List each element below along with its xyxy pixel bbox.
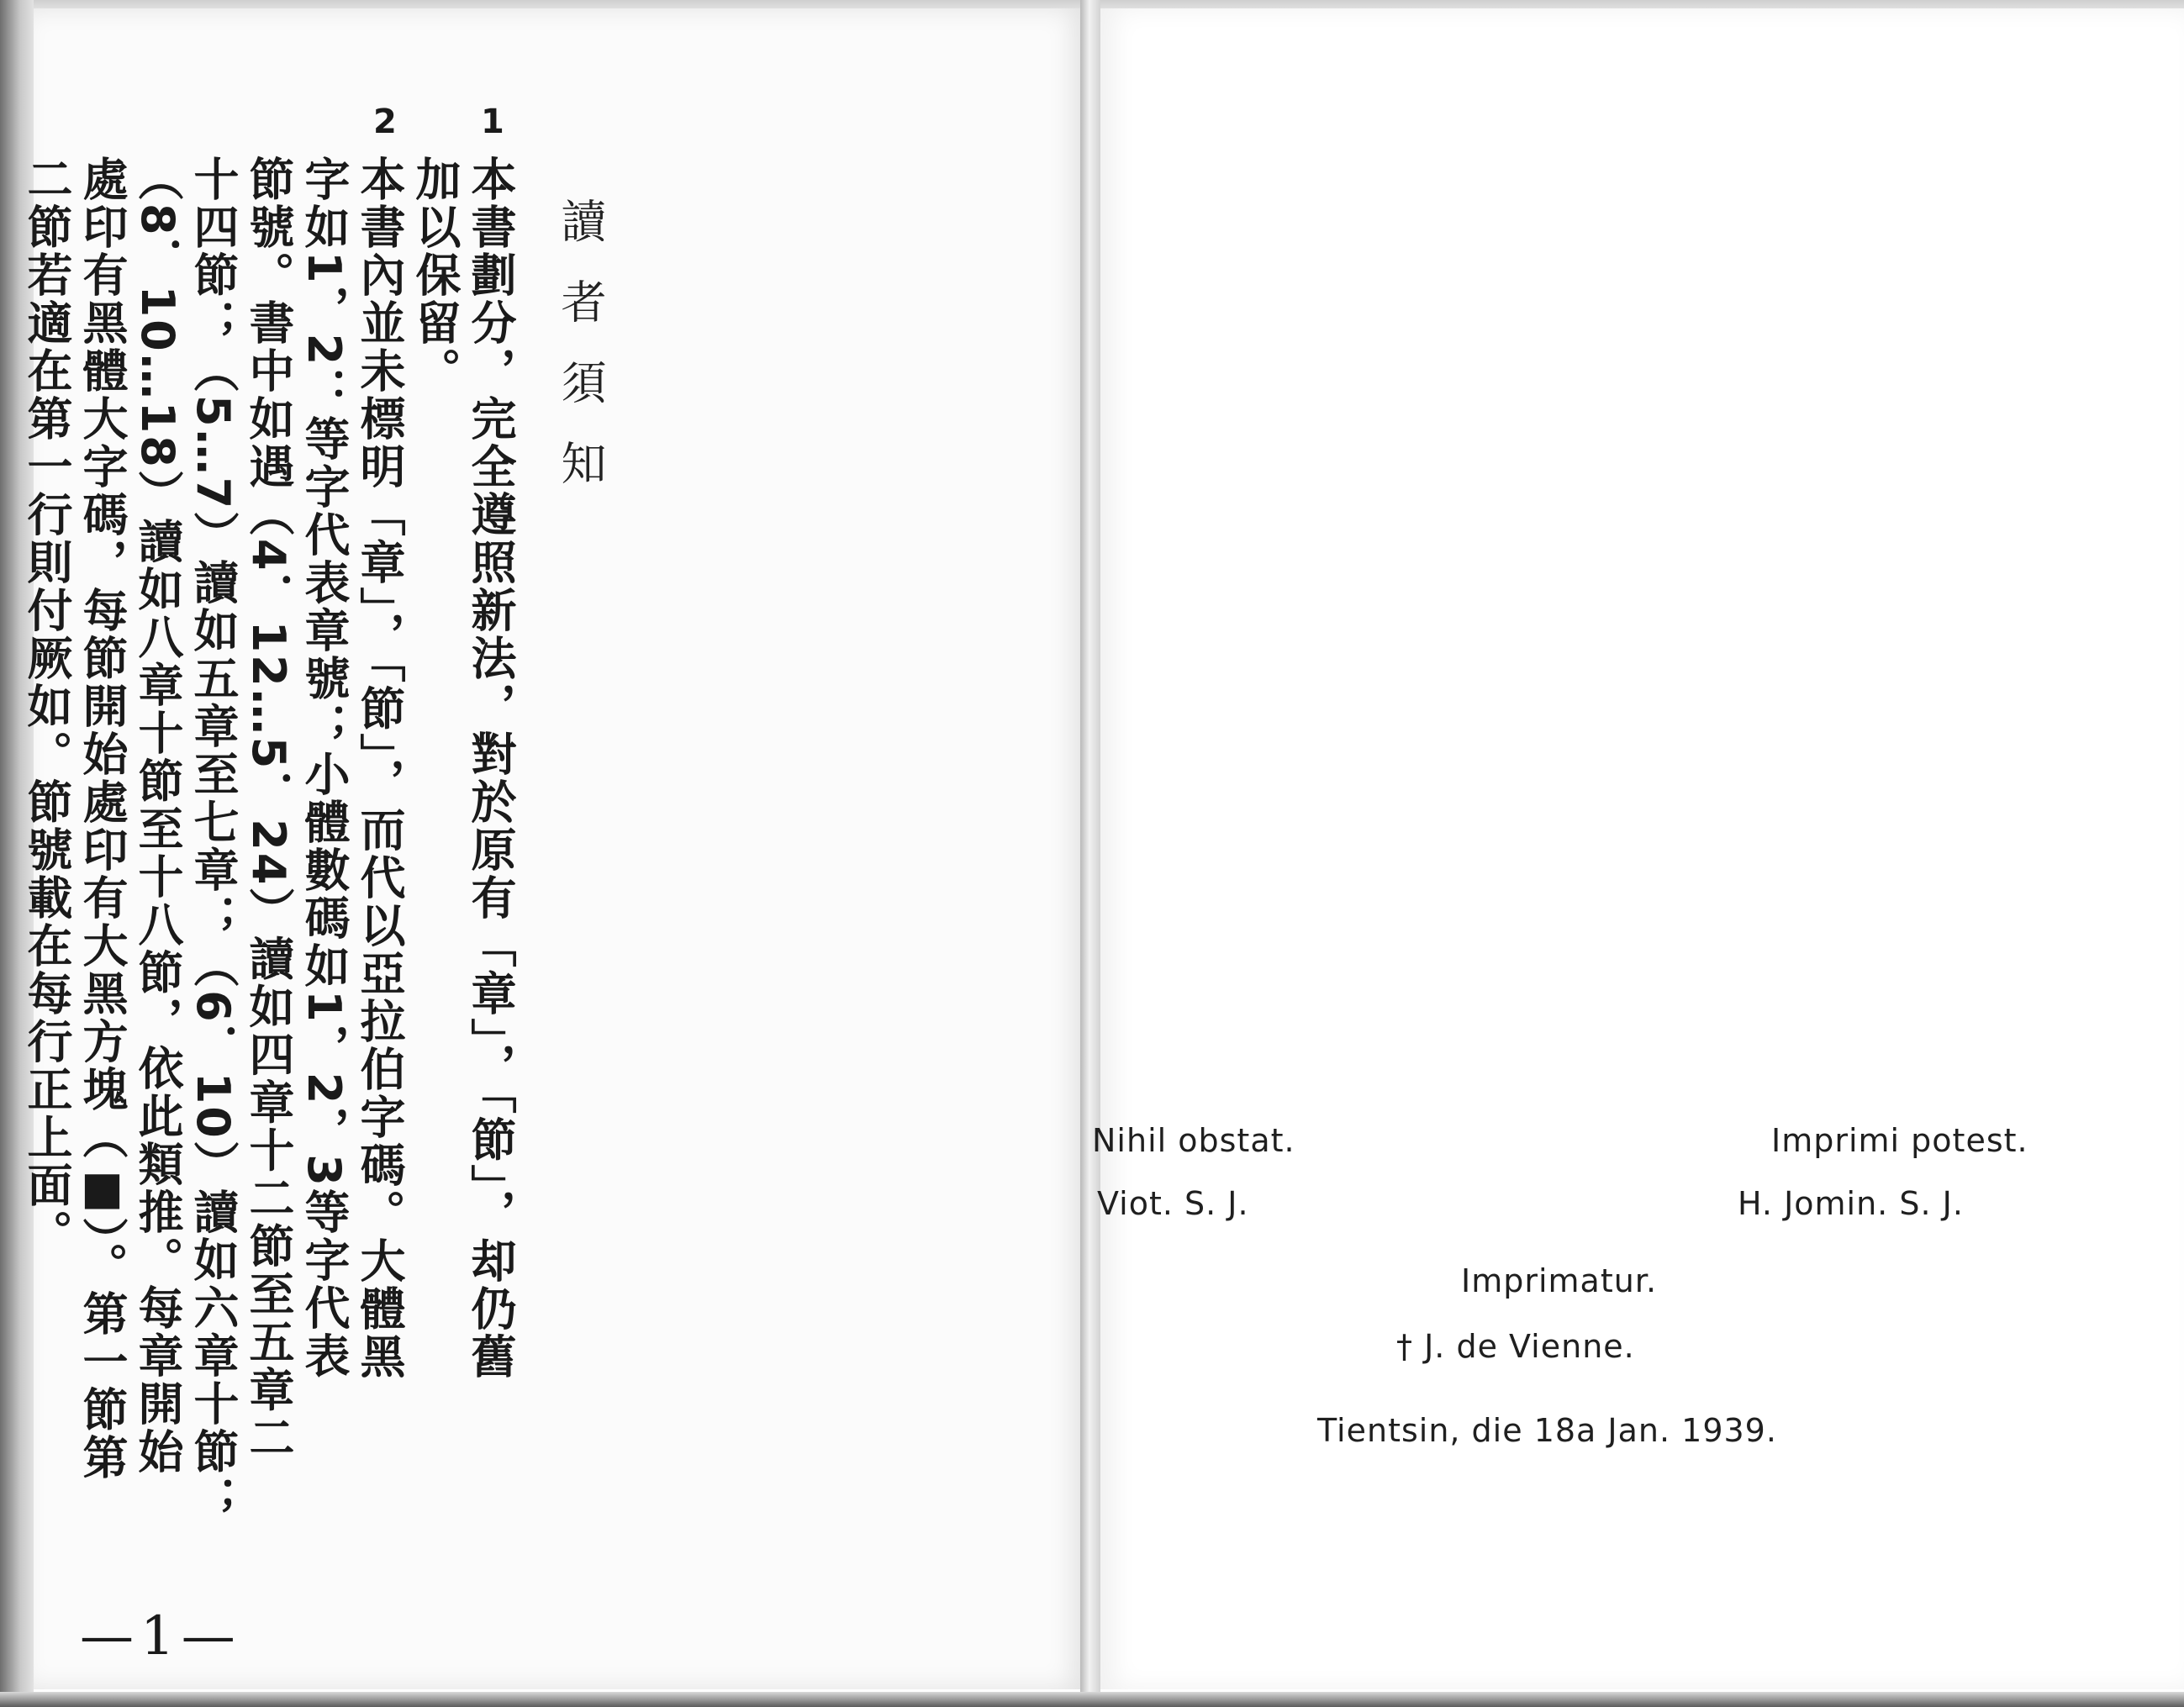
nihil-obstat: Nihil obstat. [1092, 1122, 1295, 1159]
nihil-obstat-censor: Viot. S. J. [1097, 1185, 1249, 1222]
page-number: —1— [80, 1605, 242, 1667]
left-page [20, 8, 1084, 1689]
text-column-3: 本書內並未標明「章」，「節」，而代以亞拉伯字碼。大體黑 [353, 155, 406, 1381]
item-number-1: 1 [481, 103, 504, 141]
item-number-2: 2 [373, 103, 397, 141]
imprimi-potest-superior: H. Jomin. S. J. [1738, 1185, 1964, 1222]
imprimi-potest: Imprimi potest. [1771, 1122, 2028, 1159]
page-title: 讀者須知 [554, 198, 607, 520]
place-and-date: Tientsin, die 18a Jan. 1939. [1317, 1412, 1777, 1449]
text-column-9: 二節若適在第一行則付厥如。節號載在每行正上面。 [20, 155, 73, 1257]
text-column-4: 字如1，2：等字代表章號；小體數碼如1，2，3等字代表 [298, 155, 351, 1380]
text-column-8: 處印有黑體大字碼，每節開始處印有大黑方塊（■）。第一節第 [76, 155, 129, 1482]
text-column-5: 節號。書中如遇（4．12…5．24）讀如四章十二節至五章二 [242, 155, 295, 1462]
text-column-2: 加以保留。 [409, 155, 462, 395]
imprimatur-bishop: † J. de Vienne. [1396, 1328, 1635, 1365]
text-column-7: （8．10…18）讀如八章十節至十八節，依此類推。每章開始 [131, 155, 184, 1476]
right-page [1092, 8, 2184, 1689]
text-column-6: 十四節；（5…7）讀如五章至七章；（6．10）讀如六章十節； [187, 155, 240, 1524]
book-gutter [1080, 0, 1100, 1707]
scan-edge-bottom [0, 1692, 2184, 1707]
imprimatur: Imprimatur. [1461, 1262, 1658, 1299]
text-column-1: 本書劃分，完全遵照新法，對於原有「章」，「節」，却仍舊 [464, 155, 517, 1381]
